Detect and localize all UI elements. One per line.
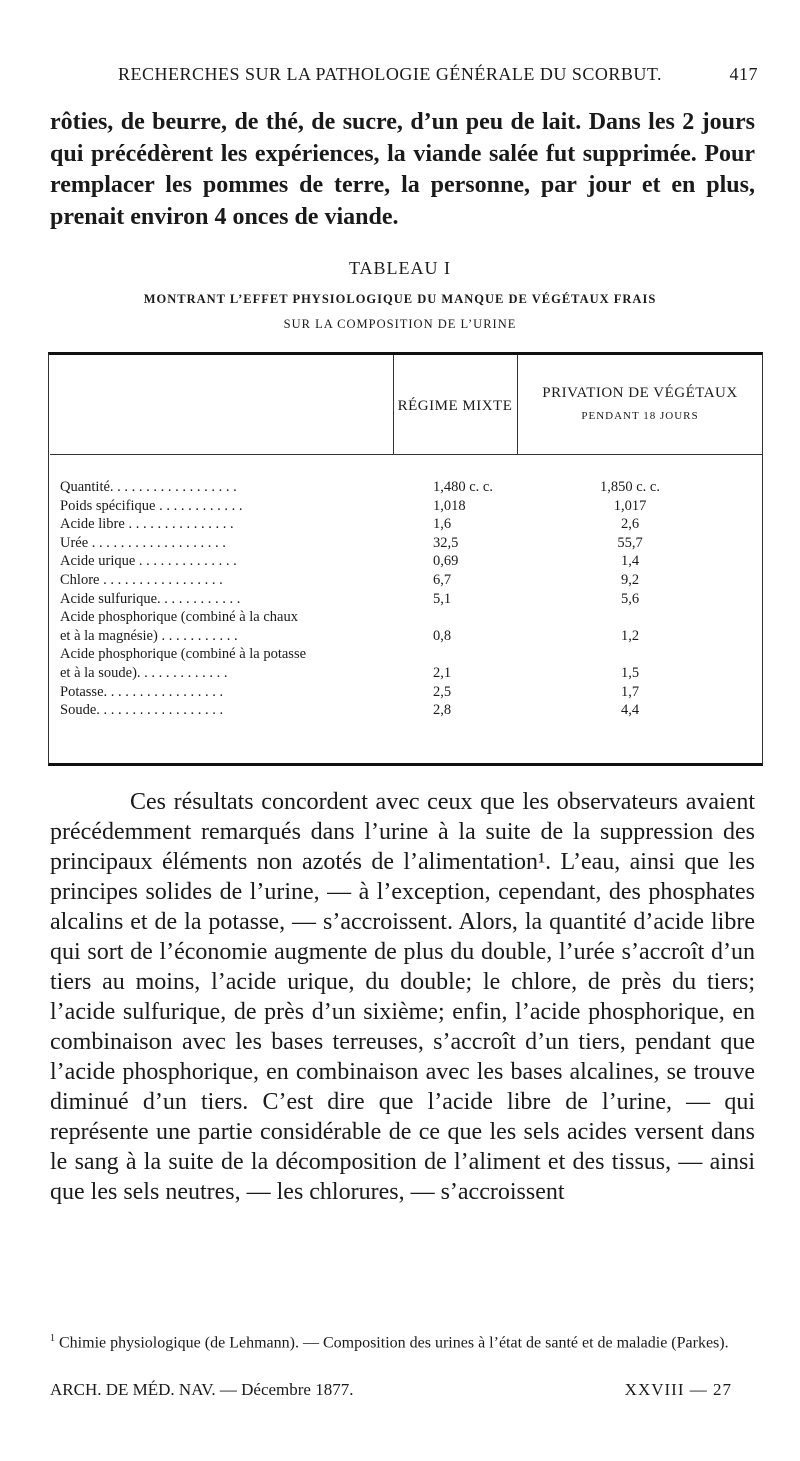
row-value-mixte: 32,5 [433,534,459,551]
col-header-privation-sub: PENDANT 18 JOURS [581,410,699,422]
col-header-privation: PRIVATION DE VÉGÉTAUX [542,385,738,401]
table-row [60,628,750,647]
running-head [118,64,758,85]
row-value-mixte: 1,6 [433,516,452,533]
row-value-mixte: 2,1 [433,664,452,681]
row-label: et à la magnésie) . . . . . . . . . . . [60,627,238,644]
row-label: Acide phosphorique (combiné à la chaux [60,609,298,626]
row-value-mixte: 6,7 [433,571,452,588]
table-subtitle-line2: SUR LA COMPOSITION DE L’URINE [283,317,517,331]
table-row [60,516,750,535]
row-value-mixte: 5,1 [433,590,452,607]
footer-signature: XXVIII — 27 [624,1380,732,1399]
table-col-divider-2 [517,355,518,455]
page-number: 417 [729,64,758,84]
running-head-title: RECHERCHES SUR LA PATHOLOGIE GÉNÉRALE DU SCORBUT. [118,64,663,84]
row-label: Acide urique . . . . . . . . . . . . . . [60,553,237,570]
table-col-divider-1 [393,355,394,455]
row-value-privation: 5,6 [620,590,640,607]
table-row [60,572,750,591]
row-value-privation: 2,6 [620,516,640,533]
intro-paragraph: rôties, de beurre, de thé, de sucre, d’un peu de lait. Dans les 2 jours qui précédèrent les expériences, la viande salée fut supprimée. Pour remplacer les pommes de terre, la personne, par jour et en plus, prenait environ 4 onces de viande. [50,109,755,230]
footnote [50,1328,760,1354]
row-value-mixte: 1,480 c. c. [433,479,493,495]
footnote-text: Chimie physiologique (de Lehmann). — Composition des urines à l’état de santé et de maladie (Parkes). [59,1334,729,1352]
table-row [60,498,750,517]
col-header-regime-mixte: RÉGIME MIXTE [397,398,513,414]
row-value-mixte: 1,018 [433,497,466,514]
table-row [60,702,750,721]
row-value-privation: 1,7 [620,683,640,700]
row-label: Acide libre . . . . . . . . . . . . . . . [60,516,234,533]
footnote-mark: 1 [50,1333,55,1344]
row-label: Acide phosphorique (combiné à la potasse [60,646,307,663]
row-label: Soude. . . . . . . . . . . . . . . . . . [60,702,224,719]
row-value-privation: 4,4 [620,702,640,719]
table-row [60,535,750,554]
table-row [60,591,750,610]
table-row [60,479,750,498]
row-value-privation: 1,2 [620,627,640,644]
table-subtitle-line1: MONTRANT L’EFFET PHYSIOLOGIQUE DU MANQUE DE VÉGÉTAUX FRAIS [143,292,657,306]
row-label: Poids spécifique . . . . . . . . . . . . [60,497,243,514]
table-row [60,609,750,628]
row-value-privation: 1,017 [613,497,647,514]
footer-journal: ARCH. DE MÉD. NAV. — Décembre 1877. [50,1380,354,1399]
row-label: et à la soude). . . . . . . . . . . . . [60,664,228,681]
row-label: Chlore . . . . . . . . . . . . . . . . . [60,571,223,588]
row-value-mixte: 2,5 [433,683,452,700]
table-row [60,684,750,703]
table-row [60,553,750,572]
row-value-mixte: 2,8 [433,702,452,719]
row-value-privation: 1,850 c. c. [600,479,660,495]
row-label: Urée . . . . . . . . . . . . . . . . . . . [60,534,226,551]
body-paragraph: Ces résultats concordent avec ceux que les observateurs avaient précédemment remarqués dans l’urine à la suite de la suppression des principaux éléments non azotés de l’alimentation¹. L’eau, ainsi que les principes solides de l’urine, — à l’exception, cependant, des phosphates alcalins et de la potasse, — s’accroissent. Alors, la quantité d’acide libre qui sort de l’économie augmente de plus du double, l’urée s’accroît d’un tiers au moins, l’acide urique, du double; le chlore, de près du tiers; l’acide sulfurique, de près d’un sixième; enfin, l’acide phosphorique, en combinaison avec les bases terreuses, s’accroît d’un tiers, pendant que l’acide phosphorique, en combinaison avec les bases alcalines, se trouve diminué d’un tiers. C’est dire que l’acide libre de l’urine, — qui représente une partie considérable de ce que les sels acides versent dans le sang à la suite de la décomposition de l’aliment et des tissus, — ainsi que les sels neutres, — les chlorures, — s’accroissent [50,789,755,1205]
table-row [60,665,750,684]
row-value-mixte: 0,69 [433,553,459,570]
row-value-privation: 1,5 [620,664,640,681]
row-value-privation: 1,4 [620,553,640,570]
row-value-privation: 55,7 [617,534,643,551]
row-value-privation: 9,2 [620,571,640,588]
row-label: Quantité. . . . . . . . . . . . . . . . . . [60,479,237,495]
row-value-mixte: 0,8 [433,627,452,644]
table-row [60,646,750,665]
row-label: Acide sulfurique. . . . . . . . . . . . [60,590,241,607]
row-label: Potasse. . . . . . . . . . . . . . . . . [60,683,224,700]
table-header-rule [50,454,762,455]
table-title: TABLEAU I [348,258,452,278]
table-body [60,479,750,721]
